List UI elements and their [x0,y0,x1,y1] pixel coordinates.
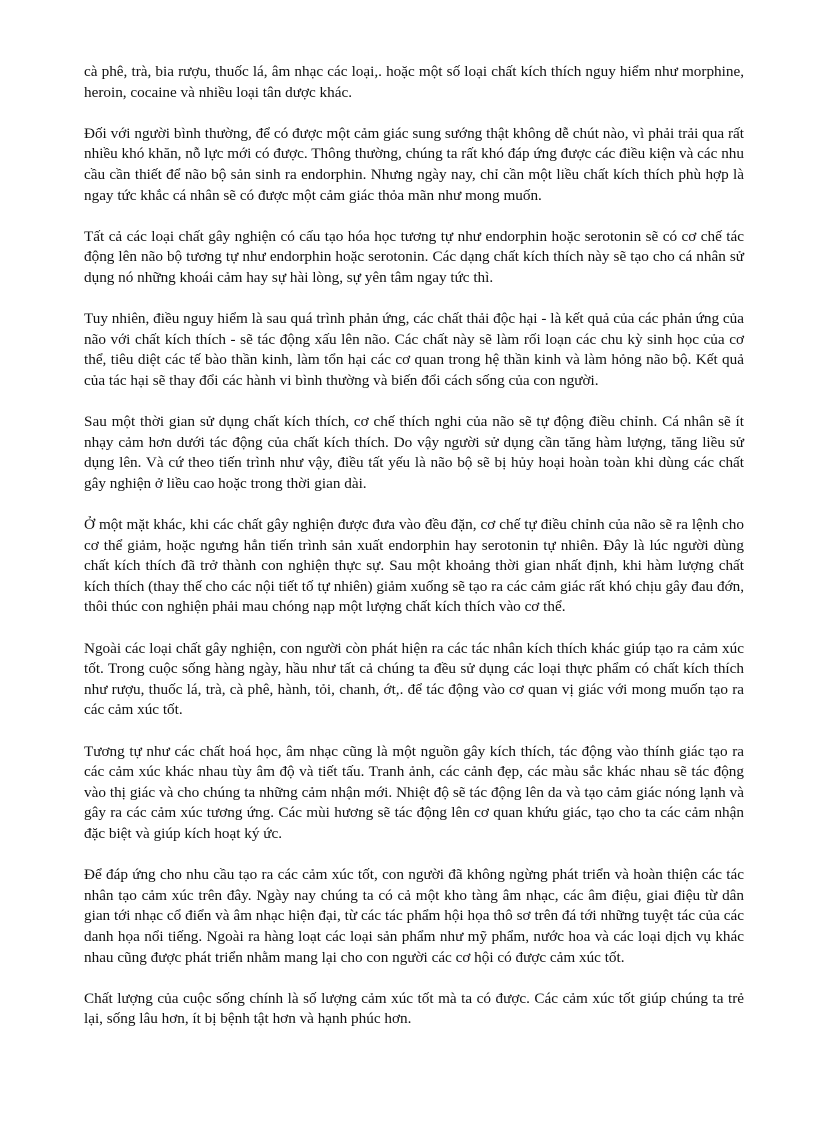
paragraph-3: Tất cả các loại chất gây nghiện có cấu tạo hóa học tương tự như endorphin hoặc serotonin sẽ có cơ chế tác động lên não bộ tương tự như endorphin hoặc serotonin. Các dạng chất kích thích này sẽ tạo cho cá nhân sử dụng nó những khoái cảm hay sự hài lòng, sự yên tâm ngay tức thì. [84,227,744,286]
paragraph-10: Chất lượng của cuộc sống chính là số lượng cảm xúc tốt mà ta có được. Các cảm xúc tốt giúp chúng ta trẻ lại, sống lâu hơn, ít bị bệnh tật hơn và hạnh phúc hơn. [84,989,744,1028]
paragraph-7: Ngoài các loại chất gây nghiện, con người còn phát hiện ra các tác nhân kích thích khác giúp tạo ra cảm xúc tốt. Trong cuộc sống hàng ngày, hầu như tất cả chúng ta đều sử dụng các loại thực phẩm có chất kích thích như rượu, thuốc lá, trà, cà phê, hành, tỏi, chanh, ớt,. để tác động vào cơ quan vị giác với mong muốn tạo ra các cảm xúc tốt. [84,639,744,719]
paragraph-1: cà phê, trà, bia rượu, thuốc lá, âm nhạc các loại,. hoặc một số loại chất kích thích nguy hiểm như morphine, heroin, cocaine và nhiều loại tân dược khác. [84,63,744,101]
paragraph-6: Ở một mặt khác, khi các chất gây nghiện được đưa vào đều đặn, cơ chế tự điều chỉnh của não sẽ ra lệnh cho cơ thể giảm, hoặc ngưng hẳn tiến trình sản xuất endorphin hay serotonin tự nhiên. Đây là lúc người dùng chất kích thích đã trở thành con nghiện thực sự. Sau một khoảng thời gian nhất định, khi hàm lượng chất kích thích (thay thế cho các nội tiết tố tự nhiên) giảm xuống sẽ tạo ra các cảm giác rất khó chịu gây đau đớn, thôi thúc con nghiện phải mau chóng nạp một lượng chất kích thích vào cơ thể. [84,516,744,616]
paragraph-4: Tuy nhiên, điều nguy hiểm là sau quá trình phản ứng, các chất thải độc hại - là kết quả của các phản ứng của não với chất kích thích - sẽ tác động xấu lên não. Các chất này sẽ làm rối loạn các chu kỳ sinh học của cơ thể, tiêu diệt các tế bào thần kinh, làm tổn hại các cơ quan trong hệ thần kinh và làm hỏng não bộ. Kết quả của tác hại sẽ thay đổi các hành vi bình thường và biến đổi cách sống của con người. [84,310,744,389]
paragraph-5: Sau một thời gian sử dụng chất kích thích, cơ chế thích nghi của não sẽ tự động điều chỉnh. Cá nhân sẽ ít nhạy cảm hơn dưới tác động của chất kích thích. Do vậy người sử dụng cần tăng hàm lượng, tăng liều sử dụng lên. Và cứ theo tiến trình như vậy, điều tất yếu là não bộ sẽ bị hủy hoại hoàn toàn khi dùng các chất gây nghiện ở liều cao hoặc trong thời gian dài. [84,413,744,492]
paragraph-2: Đối với người bình thường, để có được một cảm giác sung sướng thật không dễ chút nào, vì phải trải qua rất nhiều khó khăn, nỗ lực mới có được. Thông thường, chúng ta rất khó đáp ứng được các điều kiện và các nhu cầu cần thiết để não bộ sản sinh ra endorphin. Nhưng ngày nay, chỉ cần một liều chất kích thích phù hợp là ngay tức khắc cá nhân sẽ có được một cảm giác thỏa mãn như mong muốn. [84,124,744,204]
document-page [84,62,744,1051]
paragraph-9: Để đáp ứng cho nhu cầu tạo ra các cảm xúc tốt, con người đã không ngừng phát triển và hoàn thiện các tác nhân tạo cảm xúc trên đây. Ngày nay chúng ta có cả một kho tàng âm nhạc, các âm điệu, giai điệu từ dân gian tới nhạc cổ điển và âm nhạc hiện đại, từ các tác phẩm hội họa thô sơ trên đá tới những tuyệt tác của các danh họa nổi tiếng. Ngoài ra hàng loạt các loại sản phẩm như mỹ phẩm, nước hoa và các loại dịch vụ khác nhau cũng được phát triển nhằm mang lại cho con người các cơ hội có được cảm xúc tốt. [84,866,744,966]
paragraph-8: Tương tự như các chất hoá học, âm nhạc cũng là một nguồn gây kích thích, tác động vào thính giác tạo ra các cảm xúc khác nhau tùy âm độ và tiết tấu. Tranh ảnh, các cảnh đẹp, các màu sắc khác nhau sẽ tác động vào thị giác và cho chúng ta những cảm nhận mới. Nhiệt độ sẽ tác động lên da và tạo cảm giác nóng lạnh và gây ra các cảm xúc tương ứng. Các mùi hương sẽ tác động lên cơ quan khứu giác, tạo cho ta các cảm nhận đặc biệt và giúp kích hoạt ký ức. [84,742,744,842]
